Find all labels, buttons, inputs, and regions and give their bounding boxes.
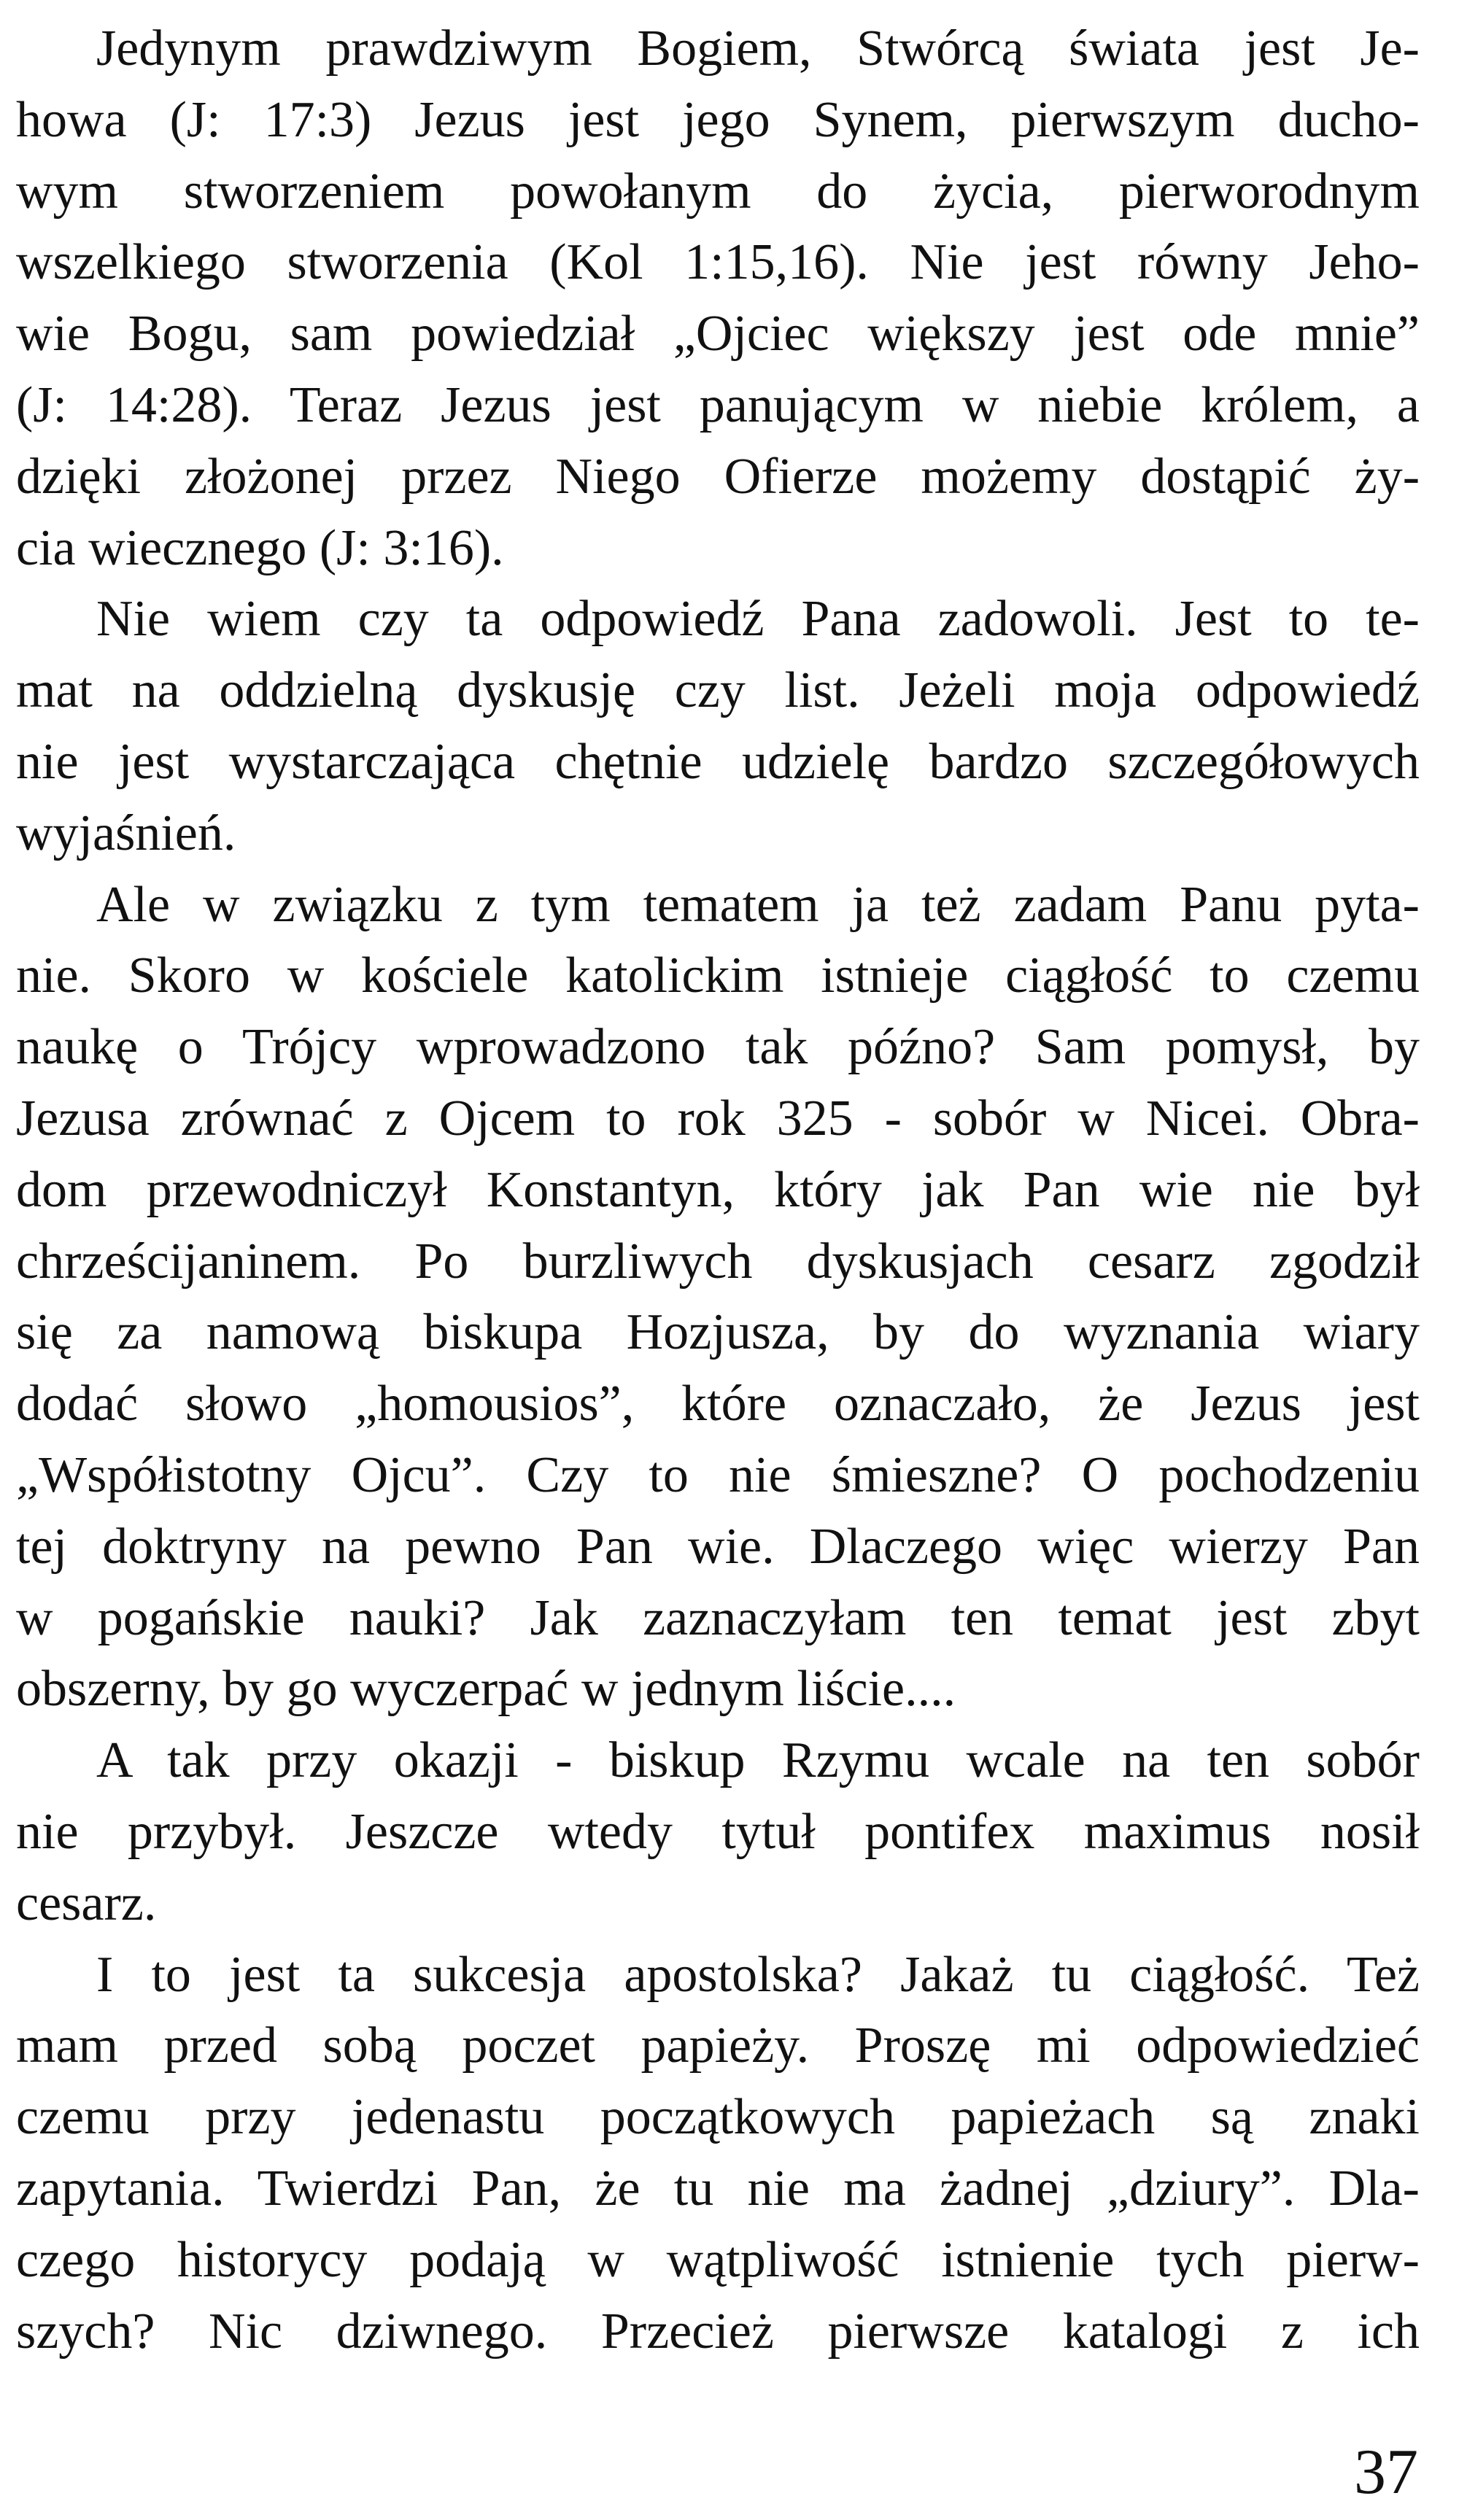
text-line: „Współistotny Ojcu”. Czy to nie śmieszne? O pochodzeniu	[16, 1446, 1420, 1503]
text-line: Ale w związku z tym tematem ja też zadam Panu pyta-	[96, 876, 1420, 933]
text-line: nie jest wystarczająca chętnie udzielę bardzo szczegółowych	[16, 733, 1420, 790]
text-line: cia wiecznego (J: 3:16).	[16, 519, 504, 576]
paragraph-4	[16, 1725, 1420, 1939]
text-line: wym stworzeniem powołanym do życia, pierworodnym	[16, 163, 1420, 220]
text-line: Nie wiem czy ta odpowiedź Pana zadowoli. Jest to te-	[96, 591, 1420, 648]
text-line: Jedynym prawdziwym Bogiem, Stwórcą świata jest Je-	[96, 20, 1420, 77]
text-line: dodać słowo „homousios”, które oznaczało, że Jezus jest	[16, 1376, 1420, 1432]
text-line: dzięki złożonej przez Niego Ofierze możemy dostąpić ży-	[16, 448, 1420, 505]
text-line: chrześcijaninem. Po burzliwych dyskusjach cesarz zgodził	[16, 1233, 1420, 1290]
text-line: Jezusa zrównać z Ojcem to rok 325 - sobór w Nicei. Obra-	[16, 1090, 1420, 1147]
body-text	[16, 13, 1420, 2367]
text-line: cesarz.	[16, 1875, 157, 1931]
text-line: I to jest ta sukcesja apostolska? Jakaż tu ciągłość. Też	[96, 1946, 1420, 2003]
text-line: wszelkiego stworzenia (Kol 1:15,16). Nie jest równy Jeho-	[16, 234, 1420, 291]
text-line: nie. Skoro w kościele katolickim istnieje ciągłość to czemu	[16, 947, 1420, 1004]
text-line: mat na oddzielną dyskusję czy list. Jeżeli moja odpowiedź	[16, 662, 1420, 719]
text-line: nie przybył. Jeszcze wtedy tytuł pontifex maximus nosił	[16, 1803, 1420, 1860]
text-line: wie Bogu, sam powiedział „Ojciec większy jest ode mnie”	[16, 306, 1420, 363]
text-line: obszerny, by go wyczerpać w jednym liście....	[16, 1661, 956, 1718]
text-line: howa (J: 17:3) Jezus jest jego Synem, pierwszym ducho-	[16, 91, 1420, 148]
page-number: 37	[1354, 2437, 1418, 2508]
text-line: szych? Nic dziwnego. Przecież pierwsze katalogi z ich	[16, 2303, 1420, 2360]
text-line: mam przed sobą poczet papieży. Proszę mi odpowiedzieć	[16, 2017, 1420, 2074]
text-line: A tak przy okazji - biskup Rzymu wcale na ten sobór	[96, 1732, 1420, 1789]
text-line: tej doktryny na pewno Pan wie. Dlaczego więc wierzy Pan	[16, 1518, 1420, 1575]
paragraph-2	[16, 584, 1420, 869]
text-line: (J: 14:28). Teraz Jezus jest panującym w niebie królem, a	[16, 376, 1420, 433]
text-line: naukę o Trójcy wprowadzono tak późno? Sam pomysł, by	[16, 1019, 1420, 1076]
paragraph-1	[16, 13, 1420, 584]
text-line: czego historycy podają w wątpliwość istnienie tych pierw-	[16, 2231, 1420, 2288]
text-line: się za namową biskupa Hozjusza, by do wyznania wiary	[16, 1304, 1420, 1361]
text-line: zapytania. Twierdzi Pan, że tu nie ma żadnej „dziury”. Dla-	[16, 2160, 1420, 2217]
text-line: w pogańskie nauki? Jak zaznaczyłam ten temat jest zbyt	[16, 1589, 1420, 1646]
paragraph-5	[16, 1939, 1420, 2368]
text-line: dom przewodniczył Konstantyn, który jak Pan wie nie był	[16, 1161, 1420, 1218]
text-line: czemu przy jedenastu początkowych papieżach są znaki	[16, 2089, 1420, 2146]
paragraph-3	[16, 869, 1420, 1726]
text-line: wyjaśnień.	[16, 805, 236, 861]
